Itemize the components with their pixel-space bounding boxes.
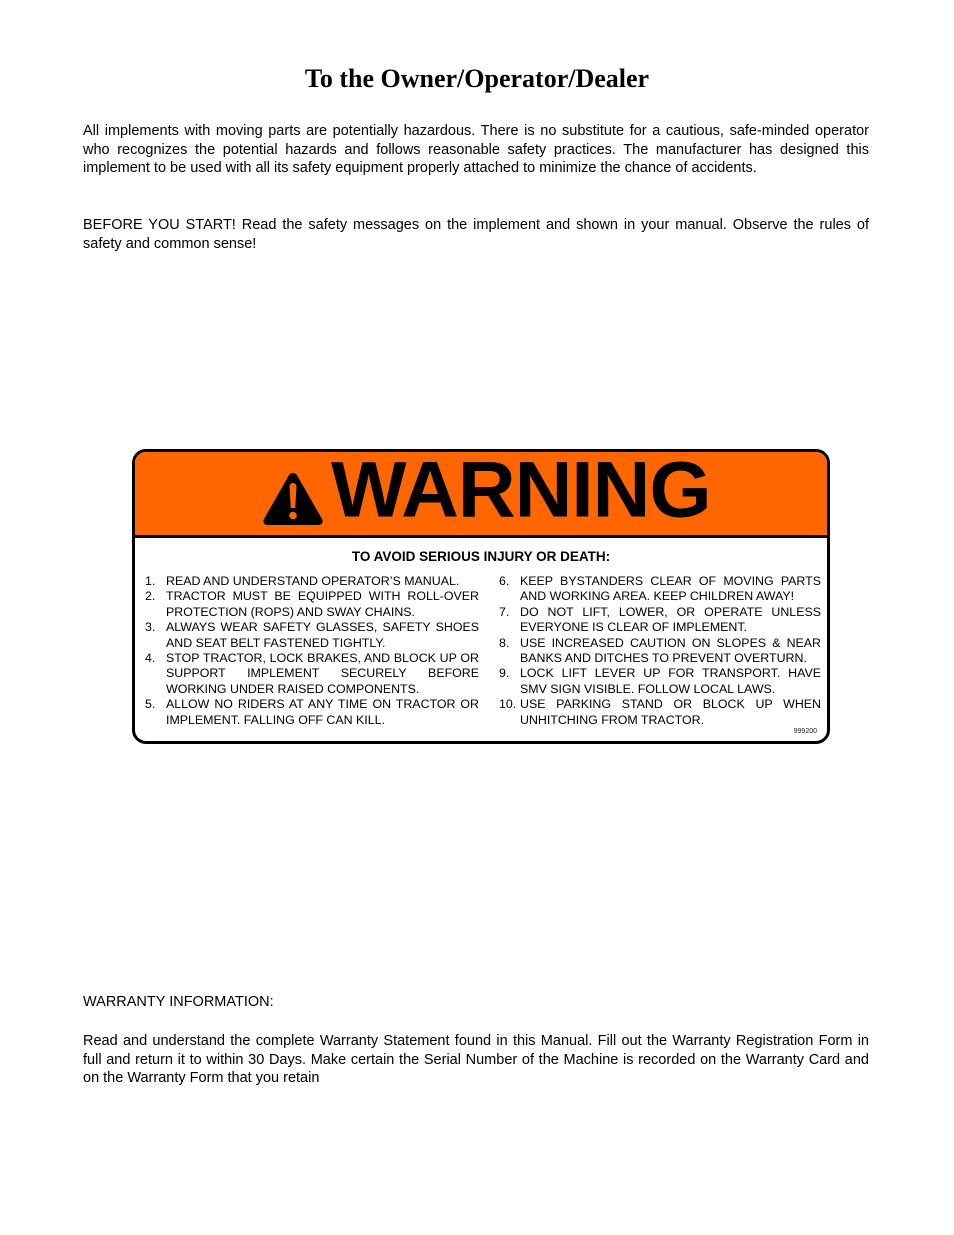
warning-item [499,605,821,636]
warning-item [499,697,821,728]
warning-header [135,449,827,538]
item-number: 10. [499,697,517,712]
item-number: 5. [145,697,156,712]
warning-item [145,620,479,651]
warning-list-left [145,574,479,728]
item-text: READ AND UNDERSTAND OPERATOR’S MANUAL. [166,574,460,588]
item-text: USE PARKING STAND OR BLOCK UP WHEN UNHITCHING FROM TRACTOR. [520,697,821,727]
warning-item [145,574,479,589]
item-number: 6. [499,574,510,588]
warning-item [145,651,479,697]
intro-paragraph: All implements with moving parts are potentially hazardous. There is no substitute for a cautious, safe-minded operator who recognizes the potential hazards and follows reasonable safety practices. The manufacturer has designed this implement to be used with all its safety equipment properly attached to minimize the chance of accidents. [83,123,869,177]
before-you-start-paragraph: BEFORE YOU START! Read the safety messages on the implement and shown in your manual. Observe the rules of safety and common sense! [83,217,869,252]
item-text: DO NOT LIFT, LOWER, OR OPERATE UNLESS EVERYONE IS CLEAR OF IMPLEMENT. [520,604,821,635]
warning-item [499,666,821,697]
item-text: ALLOW NO RIDERS AT ANY TIME ON TRACTOR OR IMPLEMENT. FALLING OFF CAN KILL. [166,697,479,727]
item-text: ALWAYS WEAR SAFETY GLASSES, SAFETY SHOES AND SEAT BELT FASTENED TIGHTLY. [166,620,479,650]
warning-list-right [499,574,821,728]
item-number: 7. [499,604,510,619]
item-number: 1. [145,574,156,588]
page-title: To the Owner/Operator/Dealer [304,64,650,93]
item-number: 3. [145,620,156,635]
item-text: LOCK LIFT LEVER UP FOR TRANSPORT. HAVE SMV SIGN VISIBLE. FOLLOW LOCAL LAWS. [520,666,821,696]
warning-decal [132,449,830,744]
warning-word: WARNING [331,449,711,534]
warning-item [145,697,479,728]
item-text: USE INCREASED CAUTION ON SLOPES & NEAR BANKS AND DITCHES TO PREVENT OVERTURN. [520,635,821,666]
warranty-heading: WARRANTY INFORMATION: [83,994,274,1010]
item-text: KEEP BYSTANDERS CLEAR OF MOVING PARTS AND WORKING AREA. KEEP CHILDREN AWAY! [520,574,821,604]
warranty-paragraph: Read and understand the complete Warranty Statement found in this Manual. Fill out the Warranty Registration Form in full and return it to within 30 Days. Make certain the Serial Number of the Machine is recorded on the Warranty Card and on the Warranty Form that you retain [83,1033,869,1087]
item-text: STOP TRACTOR, LOCK BRAKES, AND BLOCK UP OR SUPPORT IMPLEMENT SECURELY BEFORE WORKING UNDER RAISED COMPONENTS. [166,651,479,696]
item-text: TRACTOR MUST BE EQUIPPED WITH ROLL-OVER PROTECTION (ROPS) AND SWAY CHAINS. [166,589,479,619]
item-number: 8. [499,635,510,650]
warning-subtitle: TO AVOID SERIOUS INJURY OR DEATH: [351,549,611,564]
warning-item [499,574,821,605]
warning-item [499,636,821,667]
warning-item [145,589,479,620]
decal-part-number: 999200 [793,728,817,735]
item-number: 2. [145,589,156,604]
item-number: 4. [145,651,156,666]
exclamation-triangle-icon [262,471,324,526]
item-number: 9. [499,666,510,681]
